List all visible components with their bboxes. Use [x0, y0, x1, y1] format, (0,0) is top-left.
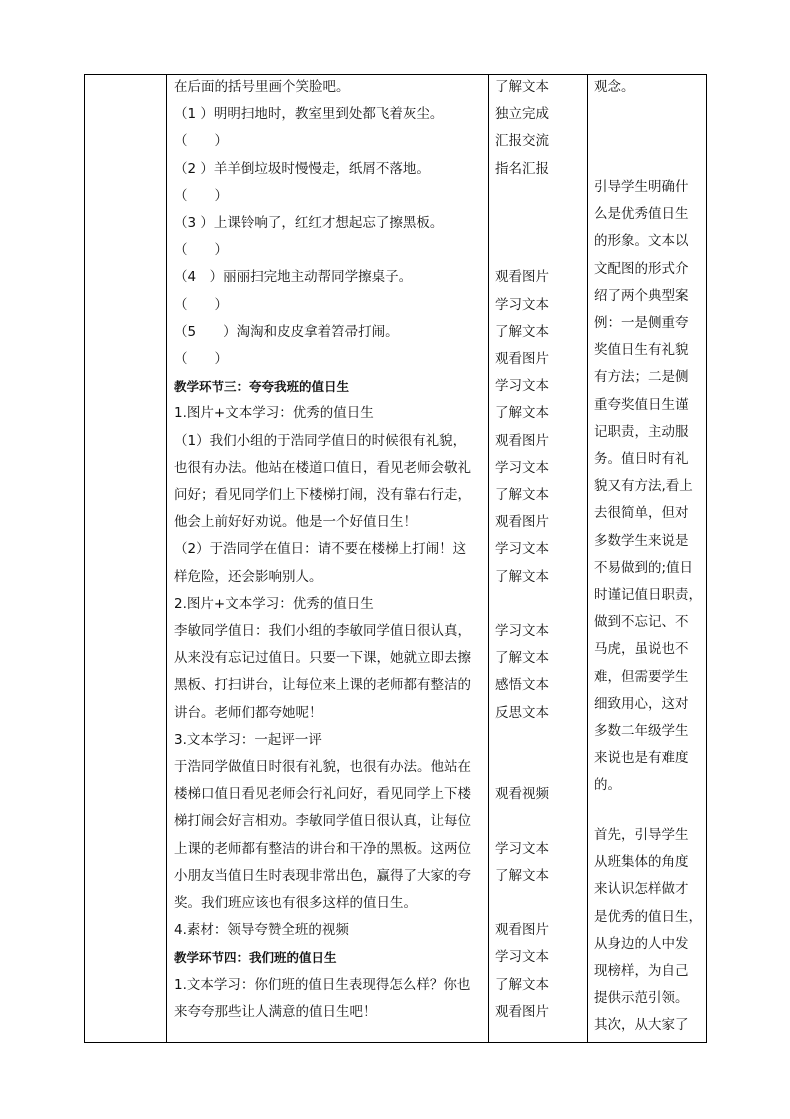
intent-line: 做到不忘记、不	[594, 614, 689, 631]
activity-line: 汇报交流	[495, 133, 549, 150]
intent-line: 务。值日时有礼	[594, 451, 689, 467]
intent-line: 奖值日生有礼貌	[594, 342, 689, 359]
content-line: 在后面的括号里画个笑脸吧。	[174, 79, 350, 95]
content-line: 于浩同学做值日时很有礼貌，也很有办法。他站在	[174, 759, 471, 775]
activity-line: 观看图片	[495, 514, 549, 531]
intent-line: 来认识怎样做才	[594, 881, 689, 898]
activity-line: 了解文本	[495, 650, 549, 667]
activity-line: 观看图片	[495, 1003, 549, 1020]
intent-line: 多数二年级学生	[594, 723, 689, 739]
table-border-col3-left	[488, 74, 489, 1042]
intent-line: 其次，从大家了	[594, 1017, 689, 1034]
intent-line: 重夸奖值日生谨	[594, 396, 689, 413]
intent-line: 时谨记值日职责，	[594, 587, 702, 603]
activity-line: 学习文本	[495, 296, 549, 313]
content-line: 4.素材：领导夸赞全班的视频	[174, 922, 349, 939]
table-bottom-border	[84, 1042, 707, 1043]
content-line: 讲台。老师们都夸她呢！	[174, 704, 323, 721]
intent-line: 貌又有方法,看上	[594, 478, 693, 495]
table-border-right	[706, 74, 707, 1042]
content-line: （ ）	[174, 133, 228, 150]
activity-line: 学习文本	[495, 541, 549, 558]
activity-line: 观看图片	[495, 269, 549, 286]
intent-line: 从身边的人中发	[594, 935, 689, 952]
intent-line: 例：一是侧重夸	[594, 315, 689, 331]
content-line: （ ）	[174, 351, 228, 367]
intent-line: 从班集体的角度	[594, 854, 689, 871]
content-line: （5 ）淘淘和皮皮拿着笤帚打闹。	[174, 323, 399, 340]
content-line: 楼梯口值日看见老师会行礼问好，看见同学上下楼	[174, 786, 471, 803]
content-line: 3.文本学习：一起评一评	[174, 731, 322, 748]
intent-line: 有方法；二是侧	[594, 369, 689, 386]
activity-line: 指名汇报	[495, 160, 549, 177]
intent-line: 去很简单，但对	[594, 505, 689, 522]
activity-line: 观看图片	[495, 432, 549, 449]
content-line: （ ）	[174, 187, 228, 204]
content-line: （2 ）羊羊倒垃圾时慢慢走，纸屑不落地。	[174, 160, 430, 177]
content-line: 也很有办法。他站在楼道口值日，看见老师会敬礼	[174, 459, 471, 476]
content-line: 黑板、打扫讲台，让每位来上课的老师都有整洁的	[174, 677, 471, 694]
content-line: 来夸夸那些让人满意的值日生吧！	[174, 1003, 377, 1020]
content-line: 从来没有忘记过值日。只要一下课，她就立即去擦	[174, 650, 471, 667]
content-line: 1.图片+文本学习：优秀的值日生	[174, 405, 374, 422]
activity-line: 学习文本	[495, 378, 549, 395]
content-line: 样危险，还会影响别人。	[174, 568, 323, 585]
intent-line: 绍了两个典型案	[594, 287, 689, 304]
activity-line: 观看视频	[495, 786, 549, 803]
intent-line: 的形象。文本以	[594, 233, 689, 250]
content-line: 奖。我们班应该也有很多这样的值日生。	[174, 895, 417, 911]
activity-line: 观看图片	[495, 922, 549, 939]
content-line: 小朋友当值日生时表现非常出色，赢得了大家的夸	[174, 867, 471, 884]
table-border-col4-left	[587, 74, 588, 1042]
activity-line: 观看图片	[495, 351, 549, 367]
activity-line: 了解文本	[495, 487, 549, 503]
content-line: 2.图片+文本学习：优秀的值日生	[174, 595, 374, 612]
activity-line: 学习文本	[495, 623, 549, 639]
intent-line: 马虎，虽说也不	[594, 641, 689, 658]
content-line: （ ）	[174, 296, 228, 313]
activity-line: 了解文本	[495, 976, 549, 993]
table-border-col2-left	[166, 74, 167, 1042]
content-line: 教学环节三：夸夸我班的值日生	[174, 379, 350, 395]
intent-line: 的。	[594, 777, 621, 794]
intent-line: 提供示范引领。	[594, 990, 689, 1007]
activity-line: 了解文本	[495, 867, 549, 884]
activity-line: 学习文本	[495, 459, 549, 476]
intent-line: 细致用心，这对	[594, 695, 689, 712]
intent-line: 是优秀的值日生，	[594, 908, 702, 925]
intent-line: 难，但需要学生	[594, 668, 689, 685]
table-border-col1-left	[84, 74, 85, 1042]
intent-line: 引导学生明确什	[594, 179, 689, 195]
activity-line: 了解文本	[495, 405, 549, 422]
intent-line: 文配图的形式介	[594, 260, 689, 277]
activity-line: 了解文本	[495, 79, 549, 95]
content-line: （ ）	[174, 242, 228, 259]
activity-line: 学习文本	[495, 949, 549, 966]
content-line: 1.文本学习：你们班的值日生表现得怎么样？你也	[174, 976, 471, 993]
intent-line: 多数学生来说是	[594, 532, 689, 549]
content-line: 问好；看见同学们上下楼梯打闹，没有靠右行走，	[174, 487, 471, 503]
content-line: （1）我们小组的于浩同学值日的时候很有礼貌，	[174, 432, 467, 449]
content-line: 李敏同学值日：我们小组的李敏同学值日很认真，	[174, 623, 471, 639]
intent-line: 现榜样，为自己	[594, 963, 689, 979]
content-line: （2）于浩同学在值日：请不要在楼梯上打闹！这	[174, 541, 467, 558]
intent-top-line: 观念。	[594, 79, 635, 95]
intent-line: 来说也是有难度	[594, 750, 689, 767]
intent-line: 记职责，主动服	[594, 423, 689, 440]
activity-line: 了解文本	[495, 568, 549, 585]
activity-line: 独立完成	[495, 106, 549, 123]
content-line: （3 ）上课铃响了，红红才想起忘了擦黑板。	[174, 215, 444, 231]
content-line: （1 ）明明扫地时，教室里到处都飞着灰尘。	[174, 106, 444, 123]
content-line: （4 ）丽丽扫完地主动帮同学擦桌子。	[174, 269, 413, 286]
intent-line: 不易做到的;值日	[594, 559, 694, 576]
activity-line: 反思文本	[495, 704, 549, 721]
intent-line: 么是优秀值日生	[594, 206, 689, 223]
content-line: 教学环节四：我们班的值日生	[174, 950, 337, 966]
content-line: 上课的老师都有整洁的讲台和干净的黑板。这两位	[174, 840, 471, 857]
activity-line: 学习文本	[495, 840, 549, 857]
intent-line: 首先，引导学生	[594, 827, 689, 843]
activity-line: 了解文本	[495, 323, 549, 340]
content-line: 他会上前好好劝说。他是一个好值日生！	[174, 514, 417, 531]
content-line: 梯打闹会好言相劝。李敏同学值日很认真，让每位	[174, 813, 471, 830]
activity-line: 感悟文本	[495, 677, 549, 694]
